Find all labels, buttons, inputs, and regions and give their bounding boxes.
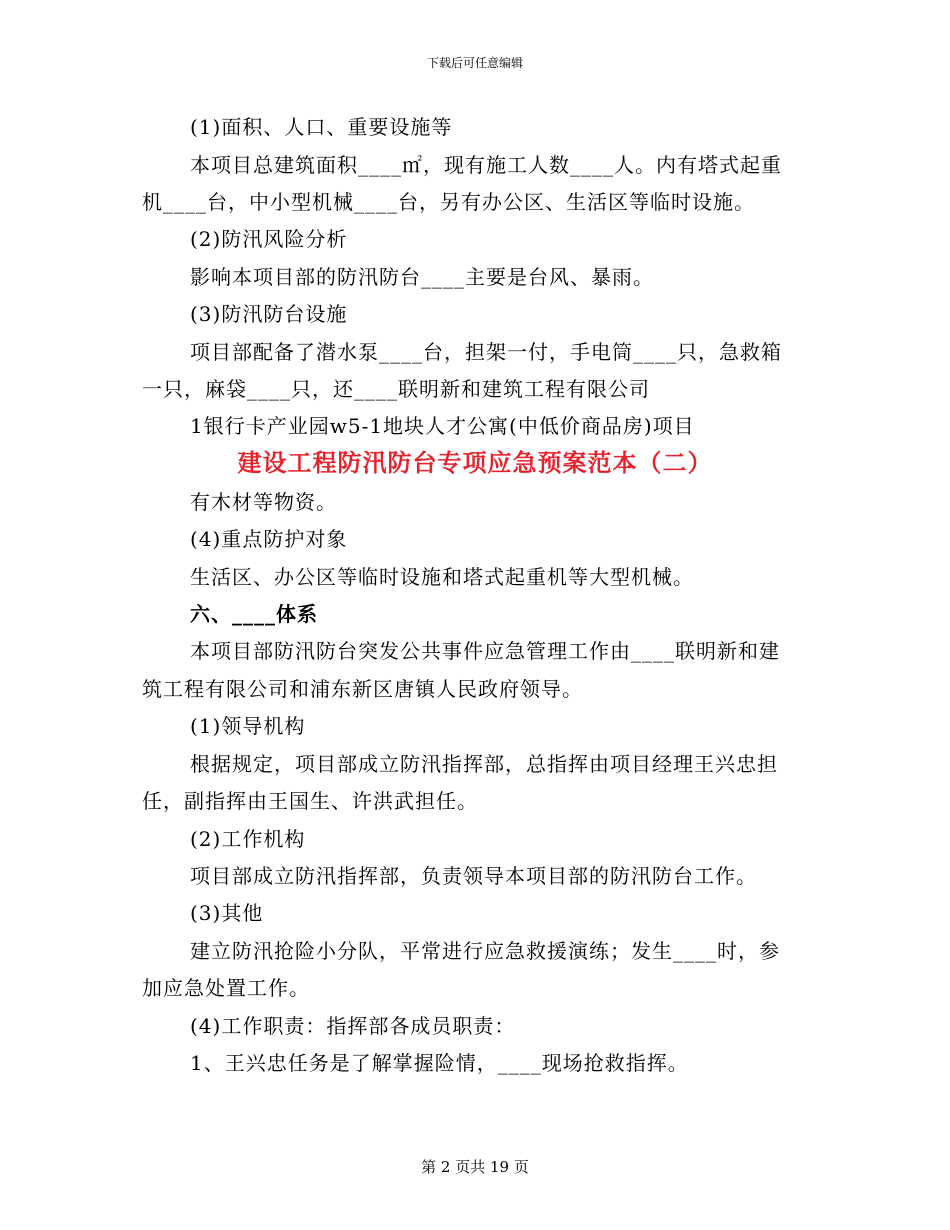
document-title: 建设工程防汛防台专项应急预案范本（二） [237, 448, 713, 477]
paragraph-line: 一只，麻袋____只，还____联明新和建筑工程有限公司 [142, 377, 650, 401]
paragraph-line: 建立防汛抢险小分队，平常进行应急救援演练；发生____时，参 [190, 939, 780, 963]
page-header: 下载后可任意编辑 [426, 56, 523, 70]
paragraph-line: 影响本项目部的防汛防台____主要是台风、暴雨。 [190, 265, 654, 289]
paragraph-line: 有木材等物资。 [190, 490, 337, 514]
paragraph-line: 根据规定，项目部成立防汛指挥部，总指挥由项目经理王兴忠担 [190, 752, 778, 776]
paragraph-line: 1银行卡产业园w5-1地块人才公寓(中低价商品房)项目 [190, 414, 695, 438]
paragraph-line: 筑工程有限公司和浦东新区唐镇人民政府领导。 [142, 677, 583, 701]
subheading-other: (3)其他 [190, 901, 264, 925]
paragraph-line: 项目部配备了潜水泵____台，担架一付，手电筒____只，急救箱 [190, 340, 782, 364]
subheading-leadership: (1)领导机构 [190, 714, 306, 738]
section-heading-six: 六、____体系 [190, 602, 318, 626]
paragraph-line: 生活区、办公区等临时设施和塔式起重机等大型机械。 [190, 565, 694, 589]
subheading-risk-analysis: (2)防汛风险分析 [190, 227, 348, 251]
paragraph-line: 加应急处置工作。 [142, 976, 310, 1000]
subheading-area-population: (1)面积、人口、重要设施等 [190, 115, 453, 139]
paragraph-line: 1、王兴忠任务是了解掌握险情，____现场抢救指挥。 [190, 1051, 689, 1075]
paragraph-line: 任，副指挥由王国生、许洪武担任。 [142, 789, 478, 813]
page-footer: 第 2 页共 19 页 [421, 1158, 529, 1176]
paragraph-line: 本项目部防汛防台突发公共事件应急管理工作由____联明新和建 [190, 639, 780, 663]
subheading-protection-targets: (4)重点防护对象 [190, 527, 348, 551]
subheading-facilities: (3)防汛防台设施 [190, 302, 348, 326]
subheading-work-organization: (2)工作机构 [190, 827, 306, 851]
paragraph-line: 机____台，中小型机械____台，另有办公区、生活区等临时设施。 [142, 190, 755, 214]
paragraph-line: 本项目总建筑面积____㎡，现有施工人数____人。内有塔式起重 [190, 153, 782, 177]
subheading-duties: (4)工作职责：指挥部各成员职责： [190, 1014, 516, 1038]
paragraph-line: 项目部成立防汛指挥部，负责领导本项目部的防汛防台工作。 [190, 864, 757, 888]
